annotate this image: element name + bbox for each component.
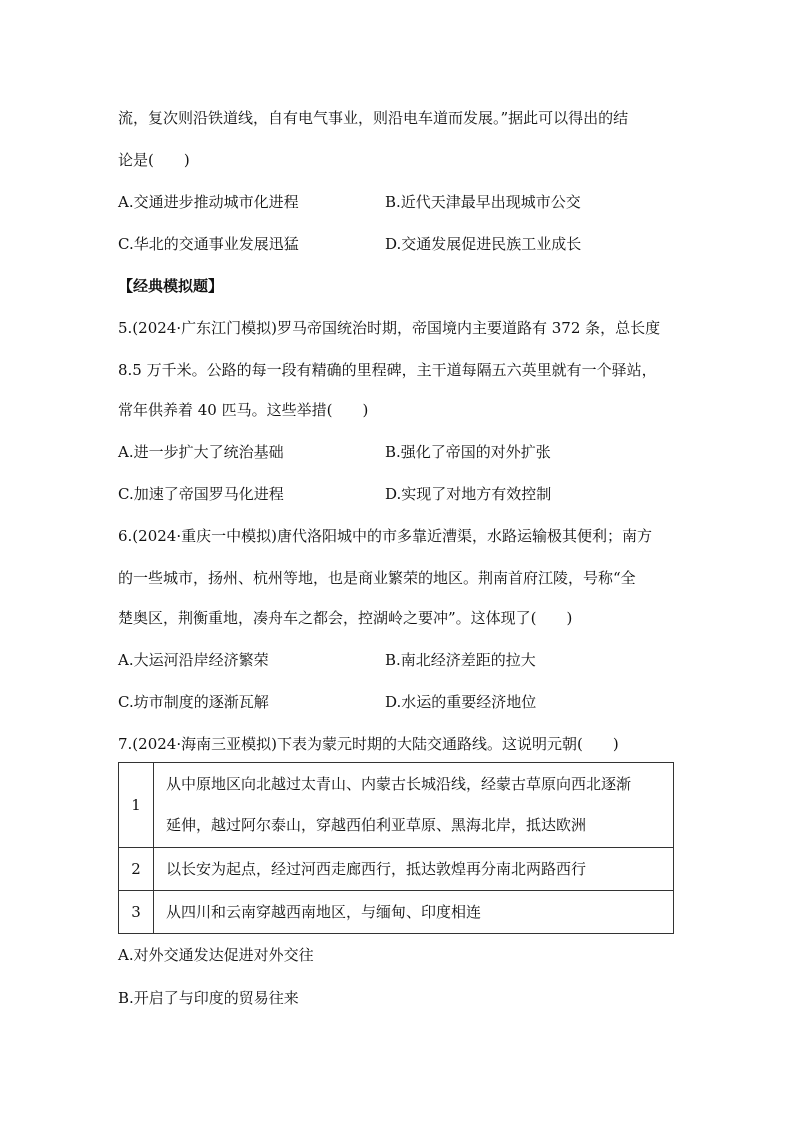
- prev-option-b: B.近代天津最早出现城市公交: [385, 193, 581, 211]
- q6-option-d: D.水运的重要经济地位: [385, 693, 537, 711]
- q7-option-b: B.开启了与印度的贸易往来: [118, 989, 299, 1007]
- row-number: 2: [119, 848, 154, 891]
- table-row: [119, 763, 674, 848]
- row-description: [154, 763, 674, 848]
- routes-table: [118, 762, 674, 934]
- q6-line-3: 楚奥区，荆衡重地，凑舟车之都会，控湖岭之要冲”。这体现了( ): [118, 609, 573, 627]
- row-description-line: 从四川和云南穿越西南地区，与缅甸、印度相连: [166, 902, 482, 921]
- q6-line-2: 的一些城市，扬州、杭州等地，也是商业繁荣的地区。荆南首府江陵，号称“全: [118, 569, 636, 587]
- row-description: [154, 891, 674, 934]
- prev-option-c: C.华北的交通事业发展迅猛: [118, 235, 299, 253]
- q7-line-1: 7.(2024·海南三亚模拟)下表为蒙元时期的大陆交通路线。这说明元朝( ): [118, 735, 619, 753]
- q7-option-a: A.对外交通发达促进对外交往: [118, 946, 314, 964]
- row-description-line: 以长安为起点，经过河西走廊西行，抵达敦煌再分南北两路西行: [166, 859, 587, 878]
- row-number: 1: [119, 763, 154, 848]
- row-number: 3: [119, 891, 154, 934]
- q5-option-b: B.强化了帝国的对外扩张: [385, 443, 551, 461]
- q6-option-a: A.大运河沿岸经济繁荣: [118, 651, 269, 669]
- section-heading: 【经典模拟题】: [118, 277, 224, 295]
- q5-line-1: 5.(2024·广东江门模拟)罗马帝国统治时期，帝国境内主要道路有 372 条，总长度: [118, 319, 661, 337]
- q5-line-2: 8.5 万千米。公路的每一段有精确的里程碑，主干道每隔五六英里就有一个驿站，: [118, 361, 657, 379]
- prev-question-line-1: 流，复次则沿铁道线，自有电气事业，则沿电车道而发展。”据此可以得出的结: [118, 109, 629, 127]
- prev-option-d: D.交通发展促进民族工业成长: [385, 235, 582, 253]
- row-description-line: 延伸，越过阿尔泰山，穿越西伯利亚草原、黑海北岸，抵达欧洲: [166, 816, 587, 834]
- q5-option-d: D.实现了对地方有效控制: [385, 485, 552, 503]
- q6-line-1: 6.(2024·重庆一中模拟)唐代洛阳城中的市多靠近漕渠，水路运输极其便利；南方: [118, 527, 652, 545]
- table-row: [119, 848, 674, 891]
- prev-question-line-2: 论是( ): [118, 151, 190, 169]
- q6-option-b: B.南北经济差距的拉大: [385, 651, 536, 669]
- q6-option-c: C.坊市制度的逐渐瓦解: [118, 693, 269, 711]
- q5-option-a: A.进一步扩大了统治基础: [118, 443, 284, 461]
- row-description-line: 从中原地区向北越过太青山、内蒙古长城沿线，经蒙古草原向西北逐渐: [166, 775, 632, 793]
- q5-option-c: C.加速了帝国罗马化进程: [118, 485, 284, 503]
- prev-option-a: A.交通进步推动城市化进程: [118, 193, 299, 211]
- q5-line-3: 常年供养着 40 匹马。这些举措( ): [118, 401, 369, 419]
- row-description: [154, 848, 674, 891]
- table-row: [119, 891, 674, 934]
